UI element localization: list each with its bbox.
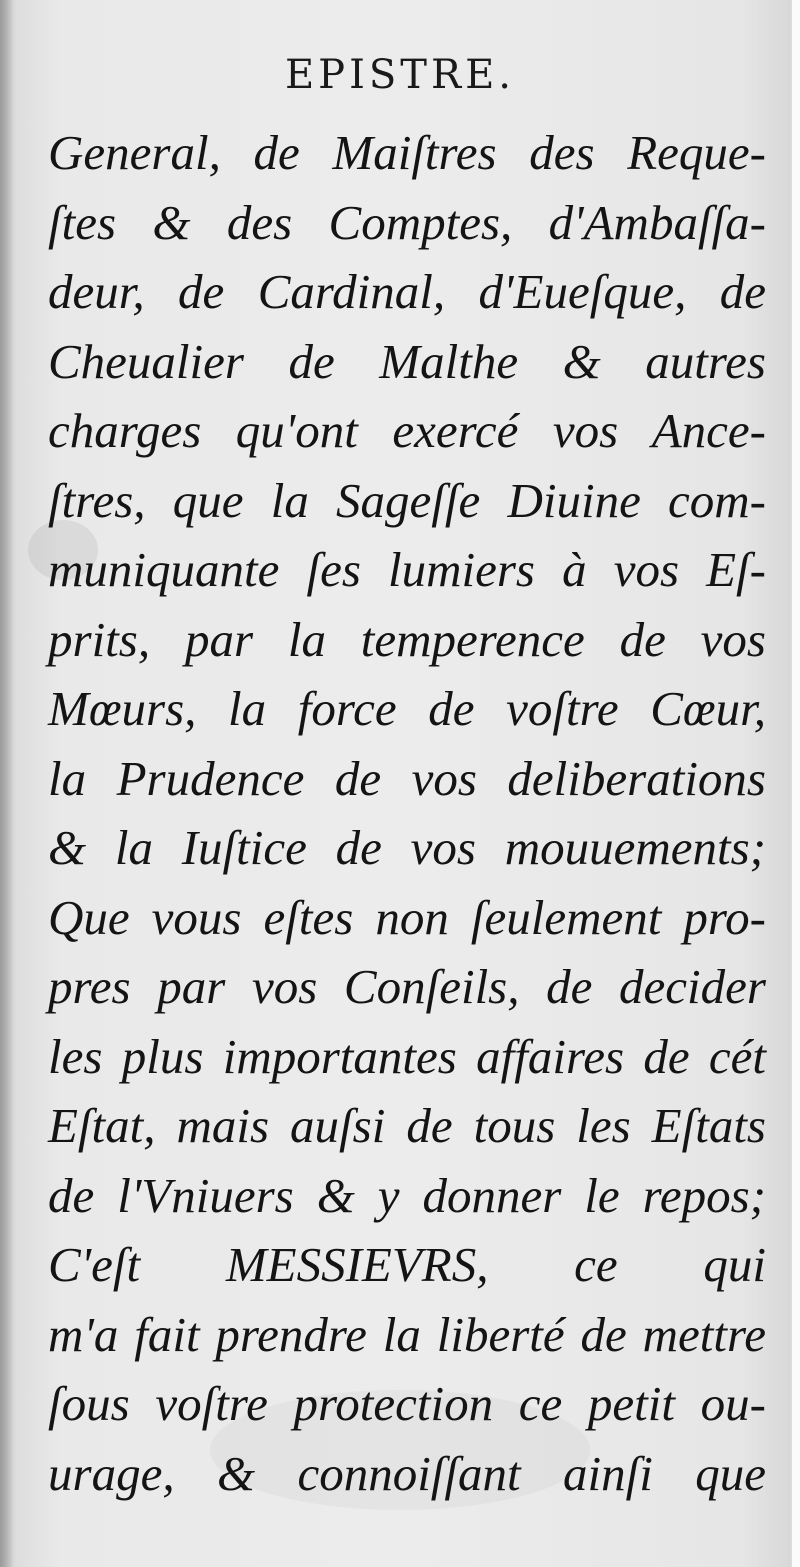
running-header: EPISTRE. — [284, 52, 516, 98]
text-line: la Prudence de vos deliberations — [48, 750, 766, 806]
text-line: charges qu'ont exercé vos Ance- — [48, 403, 766, 458]
text-line: General, de Maiſtres des Reque- — [48, 125, 766, 180]
text-line: Mœurs, la force de voſtre Cœur, — [48, 681, 766, 736]
text-line: C'eſt MESSIEVRS, ce qui — [48, 1237, 766, 1292]
text-line: Que vous eſtes non ſeulement pro- — [48, 889, 766, 945]
text-line: ſous voſtre protection ce petit ou- — [48, 1376, 766, 1431]
text-line: m'a fait prendre la liberté de mettre — [48, 1306, 766, 1362]
text-line: ſtes & des Comptes, d'Ambaſſa- — [48, 194, 766, 250]
text-line: ſtres, que la Sageſſe Diuine com- — [48, 472, 766, 528]
text-line: Cheualier de Malthe & autres — [48, 333, 766, 389]
text-line: de l'Vniuers & y donner le repos; — [48, 1167, 766, 1223]
text-line: prits, par la temperence de vos — [48, 611, 766, 667]
text-line: deur, de Cardinal, d'Eueſque, de — [48, 264, 766, 319]
text-line: les plus importantes affaires de cét — [48, 1028, 766, 1084]
text-line: muniquante ſes lumiers à vos Eſ- — [48, 542, 766, 597]
text-line: Eſtat, mais auſsi de tous les Eſtats — [48, 1098, 766, 1153]
binding-shadow — [0, 0, 14, 1567]
text-line: urage, & connoiſſant ainſi que — [48, 1445, 766, 1501]
page-edge — [792, 0, 800, 1567]
body-text — [48, 118, 766, 1508]
text-line: & la Iuſtice de vos mouuements; — [48, 820, 766, 875]
text-line: pres par vos Conſeils, de decider — [48, 959, 766, 1014]
